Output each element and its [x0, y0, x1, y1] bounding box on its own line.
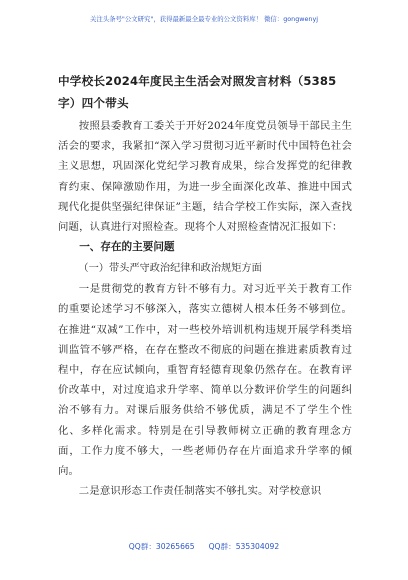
- document-body: [58, 70, 352, 501]
- page-header-banner: 关注头条号"公文研究"，获得最新最全最专业的公文资料库！ 微信：gongwenyj: [89, 15, 319, 23]
- subsection-heading-political-discipline: （一）带头严守政治纪律和政治规矩方面: [78, 263, 262, 275]
- document-title: 中学校长2024年度民主生活会对照发言材料（5385字）四个带头: [58, 74, 337, 110]
- paragraph-education-policy: 一是贯彻党的教育方针不够有力。对习近平关于教育工作的重要论述学习不够深入，落实立德树人根本任务不够到位。在推进“双减”工作中，对一些校外培训机构违规开展学科类培训监管不够严格，在存在整改不彻底的问题在推进素质教育过程中，存在应试倾向，重智育轻德育现象仍然存在。在教育评价改革中，对过度追求升学率、简单以分数评价学生的问题纠治不够有力。对课后服务供给不够优质，满足不了学生个性化、多样化需求。特别是在引导教师树立正确的教育理念方面，工作力度不够大，一些老师仍存在片面追求升学率的倾向。: [58, 283, 352, 478]
- intro-paragraph: 按照县委教育工委关于开好2024年度党员领导干部民主生活会的要求，我紧扣“深入学习贯彻习近平新时代中国特色社会主义思想，巩固深化党纪学习教育成果，综合发挥党的纪律教育约束、保障激励作用，为进一步全面深化改革、推进中国式现代化提供坚强纪律保证”主题，结合学校工作实际，深入查找问题，认真进行对照检查。现将个人对照检查情况汇报如下：: [58, 120, 352, 234]
- paragraph-ideology-responsibility: 二是意识形态工作责任制落实不够扎实。对学校意识: [78, 485, 322, 498]
- page-footer: [0, 541, 408, 552]
- footer-qq-group-2: QQ群：535304092: [208, 542, 280, 551]
- footer-qq-group-1: QQ群：30265665: [128, 542, 195, 551]
- section-heading-problems: 一、存在的主要问题: [79, 241, 175, 254]
